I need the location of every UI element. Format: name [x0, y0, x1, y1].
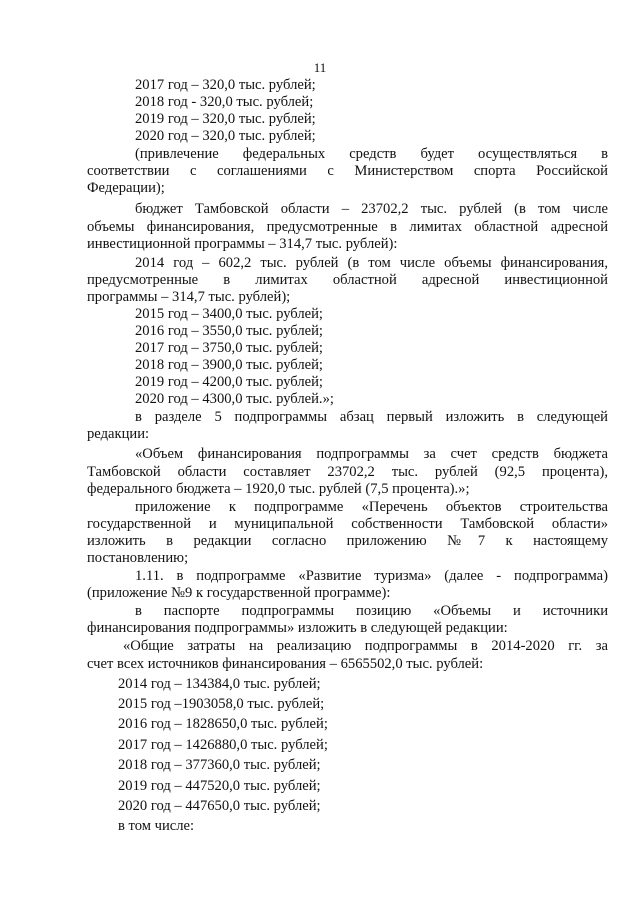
text-line: «Объем финансирования подпрограммы за счет средств бюджета — [135, 446, 608, 462]
text-line: Федерации); — [87, 180, 165, 196]
text-line: федерального бюджета – 1920,0 тыс. рублей (7,5 процента).»; — [87, 481, 470, 497]
text-line: бюджет Тамбовской области – 23702,2 тыс. рублей (в том числе — [135, 201, 608, 217]
text-line: (приложение №9 к государственной программе): — [87, 585, 391, 601]
text-line: в разделе 5 подпрограммы абзац первый изложить в следующей — [135, 409, 608, 425]
text-line: инвестиционной программы – 314,7 тыс. рублей): — [87, 236, 398, 252]
text-line: 2015 год – 3400,0 тыс. рублей; — [135, 306, 323, 322]
text-line: 2014 год – 134384,0 тыс. рублей; — [118, 676, 321, 692]
text-line: изложить в редакции согласно приложению №7 к настоящему — [87, 533, 608, 549]
text-line: государственной и муниципальной собственности Тамбовской области» — [87, 516, 608, 532]
text-line: 1.11. в подпрограмме «Развитие туризма» (далее - подпрограмма) — [135, 568, 608, 584]
text-line: объемы финансирования, предусмотренные в лимитах областной адресной — [87, 219, 608, 235]
text-line: 2019 год – 320,0 тыс. рублей; — [135, 111, 316, 127]
text-line: 2020 год – 320,0 тыс. рублей; — [135, 128, 316, 144]
text-line: 2020 год – 447650,0 тыс. рублей; — [118, 798, 321, 814]
text-line: предусмотренные в лимитах областной адресной инвестиционной — [87, 272, 608, 288]
text-line: 2019 год – 4200,0 тыс. рублей; — [135, 374, 323, 390]
text-line: 2017 год – 3750,0 тыс. рублей; — [135, 340, 323, 356]
text-line: соответствии с соглашениями с Министерством спорта Российской — [87, 163, 608, 179]
text-line: 2014 год – 602,2 тыс. рублей (в том числе объемы финансирования, — [135, 255, 608, 271]
text-line: программы – 314,7 тыс. рублей); — [87, 289, 291, 305]
text-line: финансирования подпрограммы» изложить в следующей редакции: — [87, 620, 508, 636]
text-line: 2016 год – 3550,0 тыс. рублей; — [135, 323, 323, 339]
text-line: постановлению; — [87, 550, 189, 566]
text-line: в том числе: — [118, 818, 195, 834]
text-line: счет всех источников финансирования – 6565502,0 тыс. рублей: — [87, 656, 484, 672]
text-line: 2015 год –1903058,0 тыс. рублей; — [118, 696, 325, 712]
text-line: 2020 год – 4300,0 тыс. рублей.»; — [135, 391, 334, 407]
text-line: 2019 год – 447520,0 тыс. рублей; — [118, 778, 321, 794]
text-line: 2018 год - 320,0 тыс. рублей; — [135, 94, 314, 110]
text-line: 2017 год – 320,0 тыс. рублей; — [135, 77, 316, 93]
page-number: 11 — [313, 60, 327, 75]
text-line: в паспорте подпрограммы позицию «Объемы и источники — [135, 603, 608, 619]
text-line: «Общие затраты на реализацию подпрограммы в 2014-2020 гг. за — [123, 638, 608, 654]
text-line: 2017 год – 1426880,0 тыс. рублей; — [118, 737, 328, 753]
text-line: 2018 год – 3900,0 тыс. рублей; — [135, 357, 323, 373]
text-line: Тамбовской области составляет 23702,2 тыс. рублей (92,5 процента), — [87, 464, 608, 480]
text-line: 2016 год – 1828650,0 тыс. рублей; — [118, 716, 328, 732]
text-line: 2018 год – 377360,0 тыс. рублей; — [118, 757, 321, 773]
text-line: (привлечение федеральных средств будет осуществляться в — [135, 146, 608, 162]
text-line: приложение к подпрограмме «Перечень объектов строительства — [135, 499, 608, 515]
text-line: редакции: — [87, 426, 150, 442]
